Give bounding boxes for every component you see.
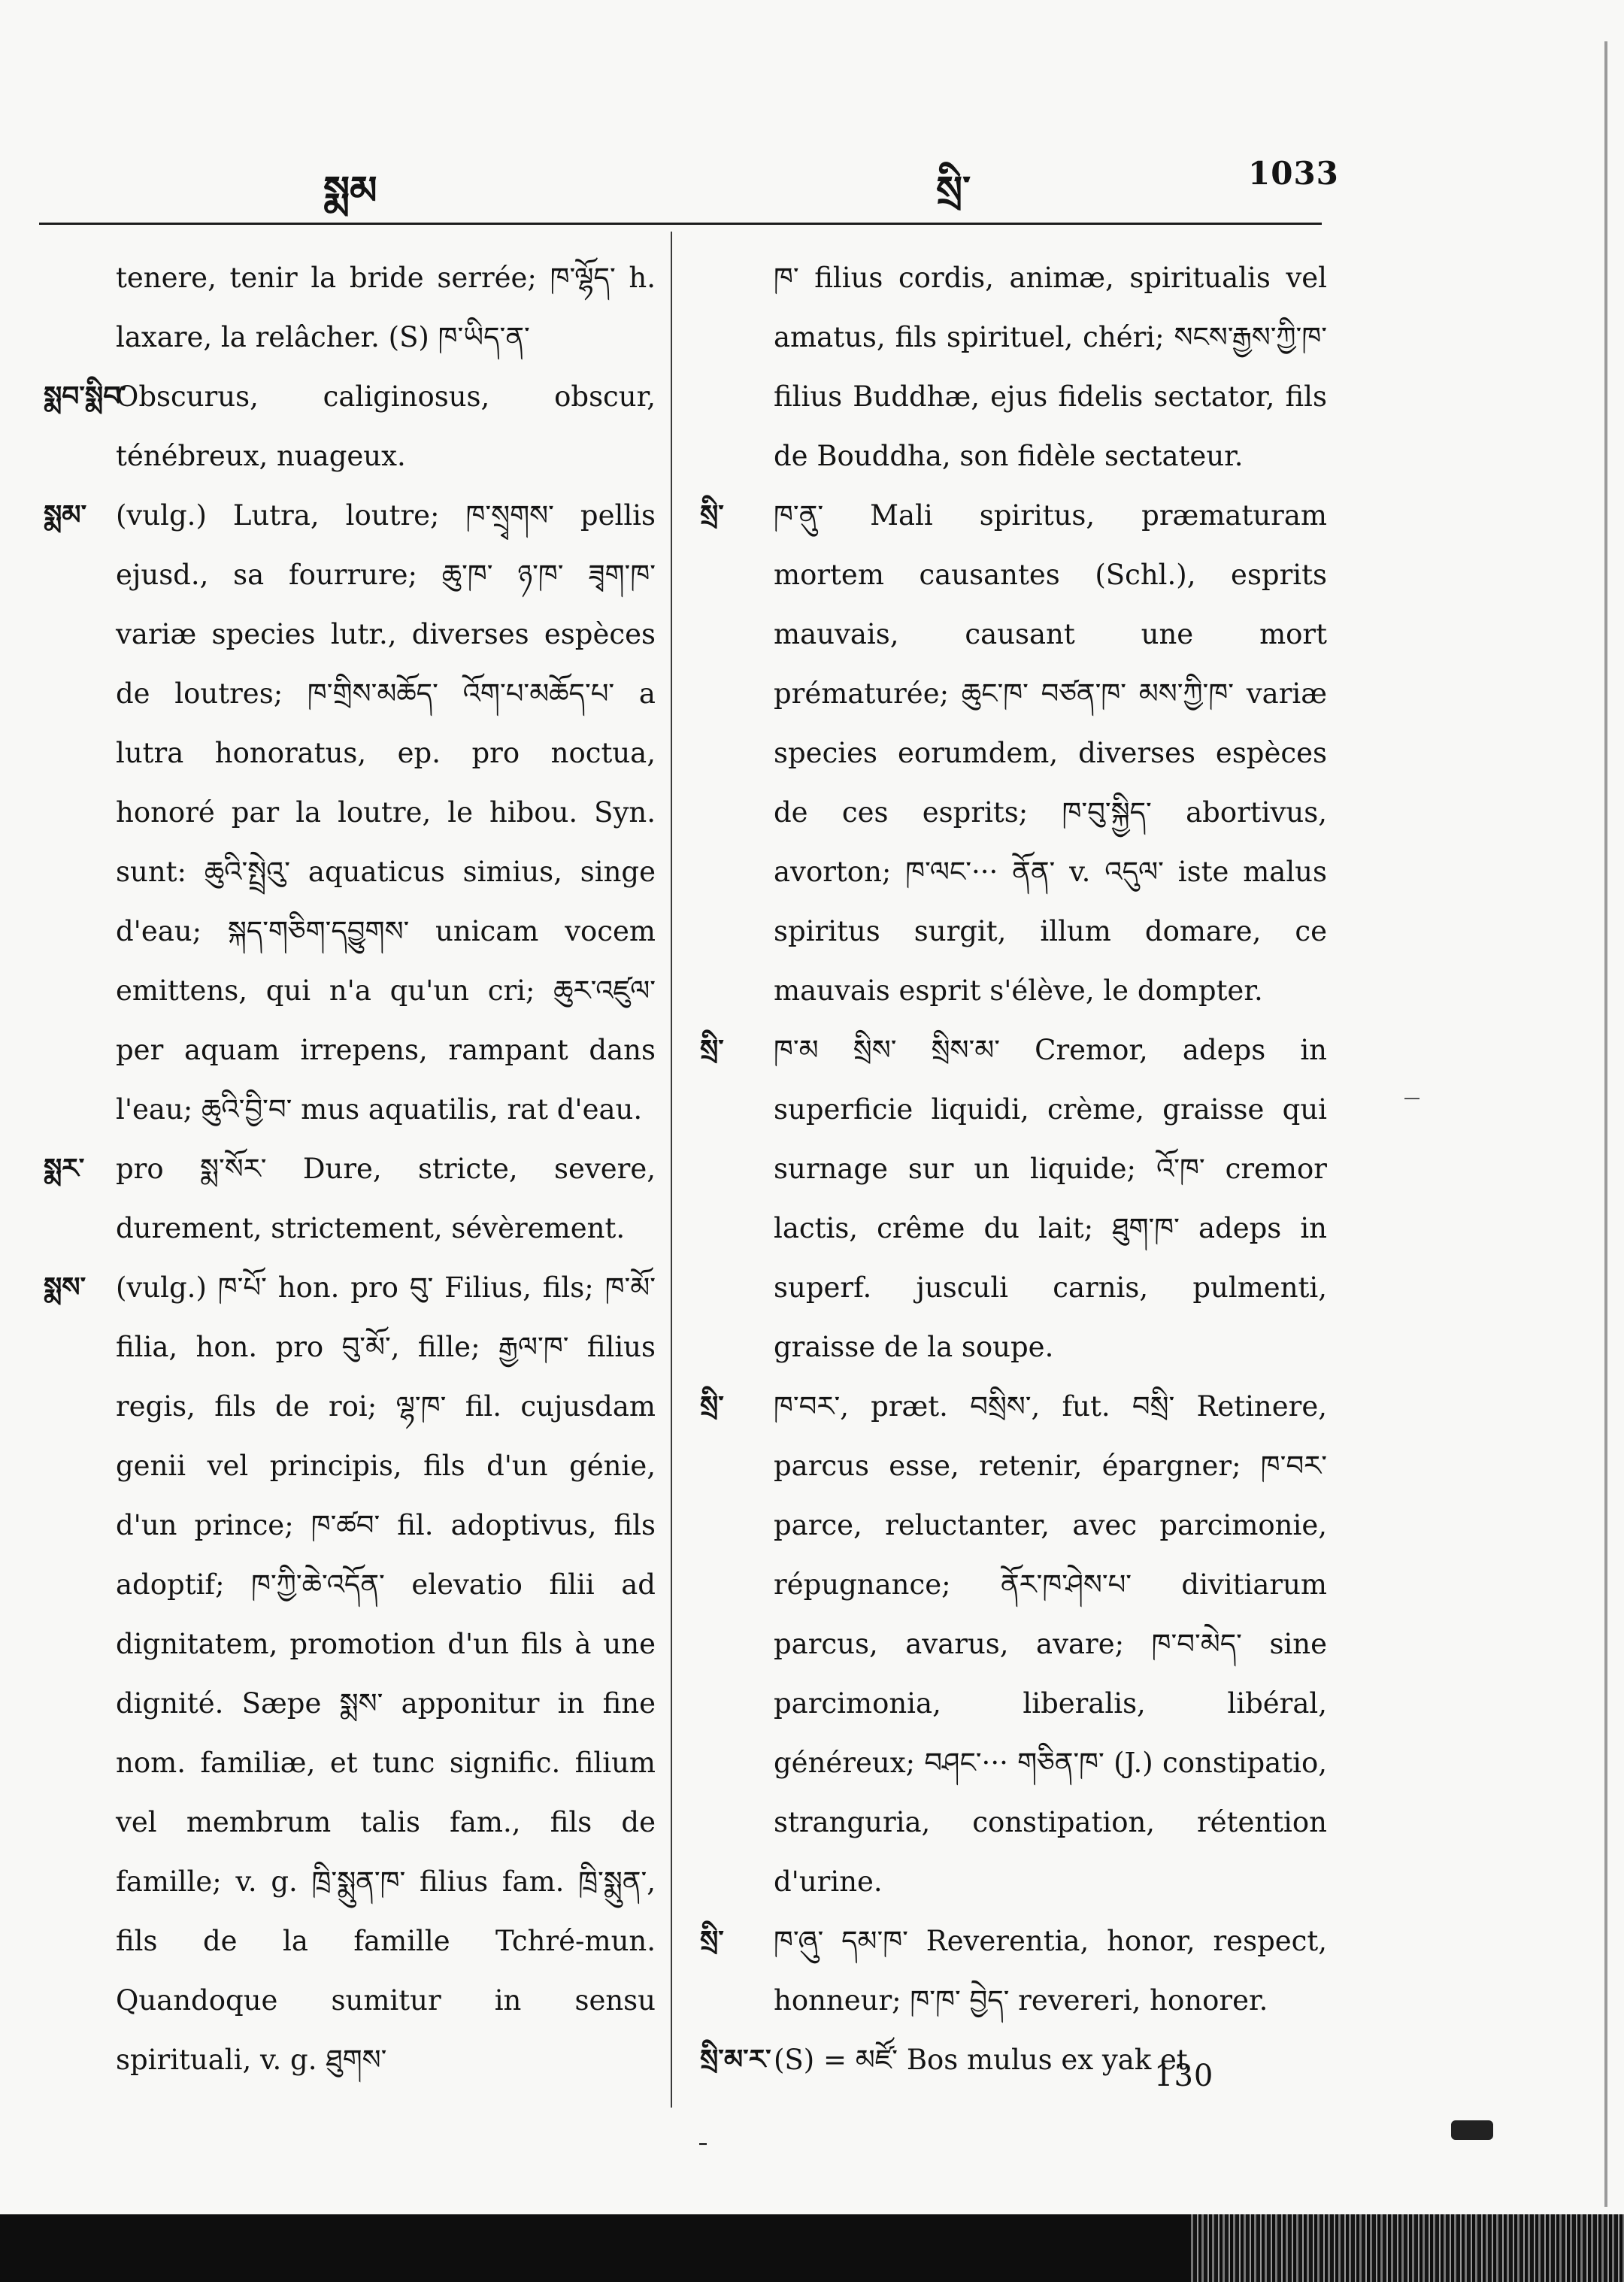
page-number: 1033 [1248,155,1339,192]
entry-headword: སྲི་མ་ར་ [700,2044,771,2075]
entry-headword: སྨར་ [44,1153,85,1184]
entry-text: (S) = མཛོ་ Bos mulus ex yak et [774,2044,1188,2076]
dictionary-entry [703,248,1327,486]
running-head-left: སྨམ [323,168,377,214]
entry-text: (vulg.) ཁ་པོ་ hon. pro བུ་ Filius, fils; ཁ་མོ་ filia, hon. pro བུ་མོ་, fille; རྒྱལ་ཁ་ filius regis, fils de roi; ལྷ་ཁ་ fil. cujusdam genii vel principis, fils d'un génie, d'un prince; ཁ་ཚབ་ fil. adoptivus, fils adoptif; ཁ་ཀྱི་ཆེ་འདོན་ elevatio filii ad dignitatem, promotion d'un fils à une dignité. Sæpe སྨས་ apponitur in fine nom. familiæ, et tunc signific. filium vel membrum talis fam., fils de famille; v. g. ཁྲི་སྨུན་ཁ་ filius fam. ཁྲི་སྨུན་, fils de la famille Tchré-mun. Quandoque sumitur in sensu spirituali, v. g. ཐུགས་ [116,1271,656,2076]
left-column [44,248,656,2090]
column-divider [671,232,672,2108]
running-head-center: སྲི་ [936,168,971,214]
dictionary-entry [44,486,656,1139]
entry-text: pro སྨ་སོར་ Dure, stricte, severe, durement, strictement, sévèrement. [116,1153,656,1244]
entry-text: ཁ་ filius cordis, animæ, spiritualis vel amatus, fils spirituel, chéri; སངས་རྒྱས་ཀྱི་ཁ་ filius Buddhæ, ejus fidelis sectator, fils de Bouddha, son fidèle sectateur. [774,262,1327,472]
scan-smudge [1451,2120,1493,2140]
dictionary-entry [700,1911,1327,2030]
entry-headword: སྲི་ [700,499,724,531]
entry-text: ཁ་བར་, præt. བསྲིས་, fut. བསྲི་ Retinere, parcus esse, retenir, épargner; ཁ་བར་ parce, reluctanter, avec parcimonie, répugnance; ནོར་ཁ་ཤེས་པ་ divitiarum parcus, avarus, avare; ཁ་བ་མེད་ sine parcimonia, liberalis, libéral, généreux; བཤང་··· གཅིན་ཁ་ (J.) constipatio, stranguria, constipation, rétention d'urine. [774,1390,1327,1898]
signature-mark: 130 [1154,2059,1214,2093]
dictionary-entry [44,1139,656,1258]
header-rule [39,223,1322,225]
scan-border-noise [1188,2214,1624,2282]
dictionary-entry [44,248,656,367]
scan-edge [1604,41,1607,2207]
dictionary-entry [700,486,1327,1020]
entry-text: ཁ་མ སྲིས་ སྲིས་མ་ Cremor, adeps in superficie liquidi, crème, graisse qui surnage sur un liquide; འོ་ཁ་ cremor lactis, crême du lait; ཐུག་ཁ་ adeps in superf. jusculi carnis, pulmenti, graisse de la soupe. [774,1034,1327,1363]
dictionary-entry [44,1258,656,2090]
entry-headword: སྨམ་ [44,499,87,531]
margin-mark [1404,1098,1419,1099]
dictionary-entry [700,1020,1327,1377]
dictionary-entry [700,2030,1327,2090]
entry-headword: སྲི་ [700,1390,724,1422]
scan-tick [699,2143,707,2145]
entry-text: (vulg.) Lutra, loutre; ཁ་སྲྭགས་ pellis ejusd., sa fourrure; ཆུ་ཁ་ ཉ་ཁ་ ཟྭག་ཁ་ variæ species lutr., diverses espèces de loutres; ཁ་གྲིས་མཆོད་ འོག་པ་མཆོད་པ་ a lutra honoratus, ep. pro noctua, honoré par la loutre, le hibou. Syn. sunt: ཆུའི་སྤྲེའུ་ aquaticus simius, singe d'eau; སྐད་གཅིག་དབྱུགས་ unicam vocem emittens, qui n'a qu'un cri; ཆུར་འཛུལ་ per aquam irrepens, rampant dans l'eau; ཆུའི་བྱི་བ་ mus aquatilis, rat d'eau. [116,499,656,1126]
entry-text: Obscurus, caliginosus, obscur, ténébreux, nuageux. [116,380,656,472]
entry-headword: སྲི་ [700,1034,724,1065]
entry-text: tenere, tenir la bride serrée; ཁ་ལྷོད་ h. laxare, la relâcher. (S) ཁ་ཡིད་ན་ [116,262,656,353]
entry-headword: སྨབ་སྨིབ་ [44,380,126,412]
entry-text: ཁ་ཞུ་ དམ་ཁ་ Reverentia, honor, respect, honneur; ཁ་ཁ་ བྱེད་ revereri, honorer. [774,1925,1327,2017]
right-column [700,248,1327,2090]
entry-text: ཁ་ནུ་ Mali spiritus, præmaturam mortem causantes (Schl.), esprits mauvais, causant une mort prématurée; ཆུང་ཁ་ བཙན་ཁ་ མས་ཀྱི་ཁ་ variæ species eorumdem, diverses espèces de ces esprits; ཁ་བུ་སྐྱིད་ abortivus, avorton; ཁ་ལང་··· ནོན་ v. འདུལ་ iste malus spiritus surgit, illum domare, ce mauvais esprit s'élève, le dompter. [774,499,1327,1007]
dictionary-entry [44,367,656,486]
entry-headword: སྨས་ [44,1271,86,1303]
entry-headword: སྲི་ [700,1925,724,1956]
dictionary-entry [700,1377,1327,1911]
